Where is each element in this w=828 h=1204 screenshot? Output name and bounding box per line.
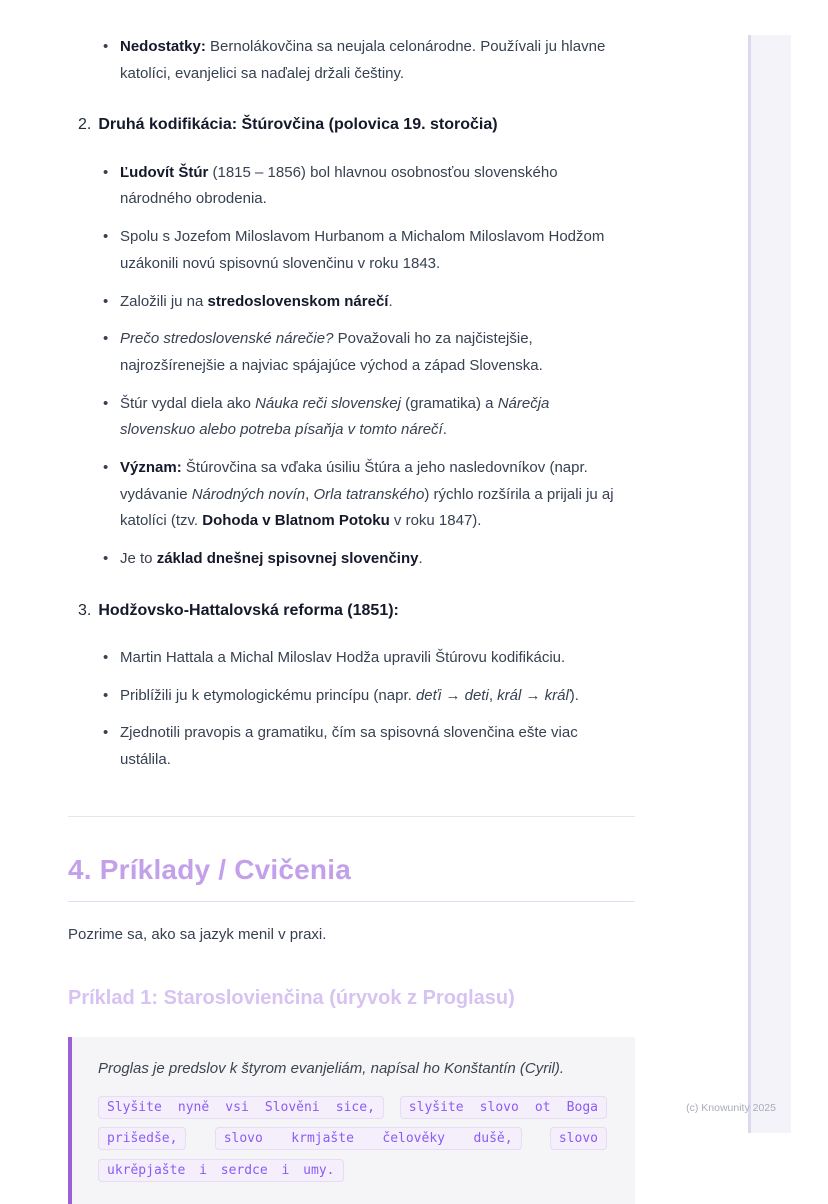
text-run: (1815 – 1856) bol hlavnou osobnosťou slovenského národného obrodenia. [120,163,558,208]
list-item [68,391,635,444]
text-run: Význam: [120,458,182,476]
list-item [68,326,635,379]
verse-code: Slyšite nyně vsi Slověni sice, [98,1096,384,1119]
text-run: ). [569,686,579,704]
list-item [68,645,635,672]
list-item [68,455,635,535]
list-item [68,34,635,87]
text-run: Národných novín [191,485,306,503]
list-item [68,683,635,710]
text-run: . [388,292,393,310]
text-run: . [418,550,423,568]
text-run: Prečo stredoslovenské nárečie? [120,330,334,348]
example-blockquote [68,1037,635,1204]
section-divider [68,816,635,817]
list-item [68,160,635,213]
verse-code: slyšite slovo ot Boga prišedše, [98,1096,607,1151]
text-run: stredoslovenskom nárečí [207,292,389,310]
list-item [68,546,635,573]
text-run: deti [464,686,489,704]
text-run: Nedostatky: [120,38,206,55]
item-title: Druhá kodifikácia: Štúrovčina (polovica 19. storočia) [98,116,498,134]
text-run: Založili ju na [120,292,208,310]
footer-credit: (c) Knowunity 2025 [686,1102,776,1114]
quote-intro-text: Proglas je predslov k štyrom evanjeliám, napísal ho Konštantín (Cyril). [98,1059,565,1077]
text-run: deťi [415,686,442,704]
document-content [68,34,635,1204]
text-run: . [442,421,447,439]
item-title: Hodžovsko-Hattalovská reforma (1851): [98,601,399,619]
list-item1-bullets [68,34,635,87]
verse-code: slovo ukrěpjašte i serdce i umy. [98,1127,607,1182]
text-run: Nárečja slovenskuo alebo potreba písaňja v tomto nárečí [120,394,550,439]
text-run: Orla tatranského [313,485,425,503]
item-number: 2. [78,116,92,134]
text-run: , [305,485,314,503]
text-run: Martin Hattala a Michal Miloslav Hodža upravili Štúrovu kodifikáciu. [120,649,566,667]
text-run: Ľudovít Štúr [120,163,209,181]
text-run: Považovali ho za najčistejšie, najrozšírenejšie a najviac spájajúce východ a západ Slovenska. [120,330,543,374]
old-slavic-verses [98,1092,611,1187]
text-run: → [441,686,465,704]
text-run: základ dnešnej spisovnej slovenčiny [156,550,419,568]
example-heading: Príklad 1: Staroslovienčina (úryvok z Proglasu) [68,986,515,1009]
text-run: (gramatika) a [400,394,498,412]
list-item3-bullets [68,645,635,774]
section-heading: 4. Príklady / Cvičenia [68,854,635,902]
text-run: Náuka reči slovenskej [255,394,401,412]
text-run: v roku 1847). [389,512,482,530]
text-run: ) rýchlo rozšírila a prijali ju aj katolíci (tzv. [120,485,614,530]
numbered-heading-2 [78,114,635,136]
text-run: Bernolákovčina sa neujala celonárodne. Používali ju hlavne katolíci, evanjelici sa naďalej držali češtiny. [120,38,606,82]
verse-code: slovo krmjašte čelověky dušě, [215,1127,522,1150]
page-edge-strip [748,35,791,1133]
text-run: Spolu s Jozefom Miloslavom Hurbanom a Michalom Miloslavom Hodžom uzákonili novú spisovnú slovenčinu v roku 1843. [120,228,605,272]
section-intro-text: Pozrime sa, ako sa jazyk menil v praxi. [68,925,327,943]
text-run: → [521,686,545,704]
text-run: Dohoda v Blatnom Potoku [202,512,390,530]
text-run: král [497,686,522,704]
text-run: Je to [120,550,157,568]
text-run: Priblížili ju k etymologickému princípu (napr. [120,686,416,704]
numbered-heading-3 [78,600,635,622]
list-item [68,720,635,773]
item-number: 3. [78,601,92,619]
text-run: Štúrovčina sa vďaka úsiliu Štúra a jeho nasledovníkov (napr. vydávanie [120,458,588,503]
text-run: Zjednotili pravopis a gramatiku, čím sa spisovná slovenčina ešte viac ustálila. [120,724,578,769]
text-run: , [488,686,498,704]
list-item2-bullets [68,160,635,573]
list-item [68,289,635,316]
text-run: Štúr vydal diela ako [120,394,256,412]
list-item [68,224,635,277]
text-run: kráľ [544,686,570,704]
